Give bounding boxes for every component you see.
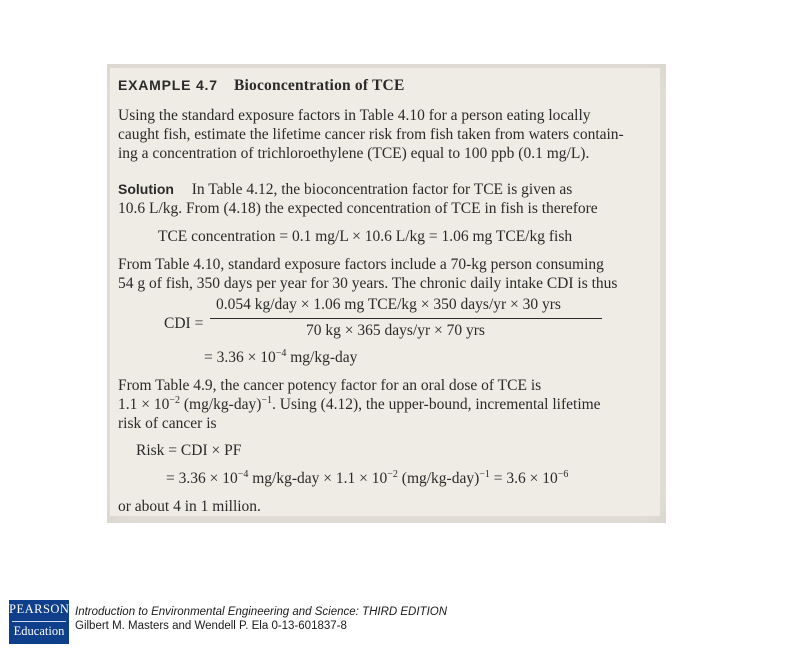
risk-result <box>166 469 568 488</box>
exponent: −6 <box>557 468 569 480</box>
exponent: −2 <box>387 468 398 480</box>
example-label: EXAMPLE 4.7 <box>118 77 218 93</box>
example-heading <box>118 76 405 95</box>
book-citation <box>75 605 447 633</box>
example-title: Bioconcentration of TCE <box>233 77 405 94</box>
text-run: = 3.36 × 10 <box>166 470 238 487</box>
problem-line: ing a concentration of trichloroethylene (TCE) equal to 100 ppb (0.1 mg/L). <box>118 145 590 162</box>
solution-text: 10.6 L/kg. From (4.18) the expected concentration of TCE in fish is therefore <box>118 200 598 217</box>
cdi-result <box>204 348 357 367</box>
logo-text-bottom: Education <box>13 624 65 638</box>
logo-divider <box>12 621 66 622</box>
paragraph-line: risk of cancer is <box>118 415 217 432</box>
text-run: = 3.6 × 10 <box>489 470 558 487</box>
paragraph-line: From Table 4.9, the cancer potency factor for an oral dose of TCE is <box>118 377 542 394</box>
exponent: −1 <box>261 394 273 406</box>
risk-equation: Risk = CDI × PF <box>136 442 242 459</box>
cdi-numerator: 0.054 kg/day × 1.06 mg TCE/kg × 350 days/yr × 30 yrs <box>216 296 561 313</box>
authors-isbn: Gilbert M. Masters and Wendell P. Ela 0-13-601837-8 <box>75 620 347 632</box>
solution-heading: Solution <box>118 181 174 197</box>
text-run: . Using (4.12), the upper-bound, incremental lifetime <box>272 396 601 413</box>
cdi-lhs: CDI = <box>164 315 204 332</box>
cdi-result-unit: mg/kg-day <box>286 349 358 366</box>
problem-line: Using the standard exposure factors in Table 4.10 for a person eating locally <box>118 107 591 124</box>
solution-line <box>118 180 572 199</box>
text-run: (mg/kg-day) <box>180 396 262 413</box>
cdi-denominator: 70 kg × 365 days/yr × 70 yrs <box>306 322 485 339</box>
exponent: −1 <box>479 468 490 480</box>
fraction-bar <box>210 318 602 319</box>
logo-text-top: PEARSON <box>9 602 70 616</box>
closing-line: or about 4 in 1 million. <box>118 498 261 515</box>
problem-line: caught fish, estimate the lifetime cancer risk from fish taken from waters contain- <box>118 126 624 143</box>
book-title: Introduction to Environmental Engineering and Science: THIRD EDITION <box>75 606 448 618</box>
tce-concentration-equation: TCE concentration = 0.1 mg/L × 10.6 L/kg = 1.06 mg TCE/kg fish <box>158 228 573 245</box>
paragraph-line: 54 g of fish, 350 days per year for 30 years. The chronic daily intake CDI is thus <box>118 275 618 292</box>
pearson-education-logo <box>9 600 69 644</box>
text-run: mg/kg-day × 1.1 × 10 <box>248 470 388 487</box>
text-run: (mg/kg-day) <box>397 470 480 487</box>
exponent: −4 <box>275 347 287 359</box>
exponent: −4 <box>237 468 249 480</box>
text-run: 1.1 × 10 <box>118 396 170 413</box>
paragraph-line <box>118 395 601 414</box>
exponent: −2 <box>169 394 181 406</box>
paragraph-line: From Table 4.10, standard exposure factors include a 70-kg person consuming <box>118 256 604 273</box>
cdi-result-value: = 3.36 × 10 <box>204 349 276 366</box>
example-box <box>110 68 660 516</box>
solution-text: In Table 4.12, the bioconcentration factor for TCE is given as <box>191 181 573 198</box>
